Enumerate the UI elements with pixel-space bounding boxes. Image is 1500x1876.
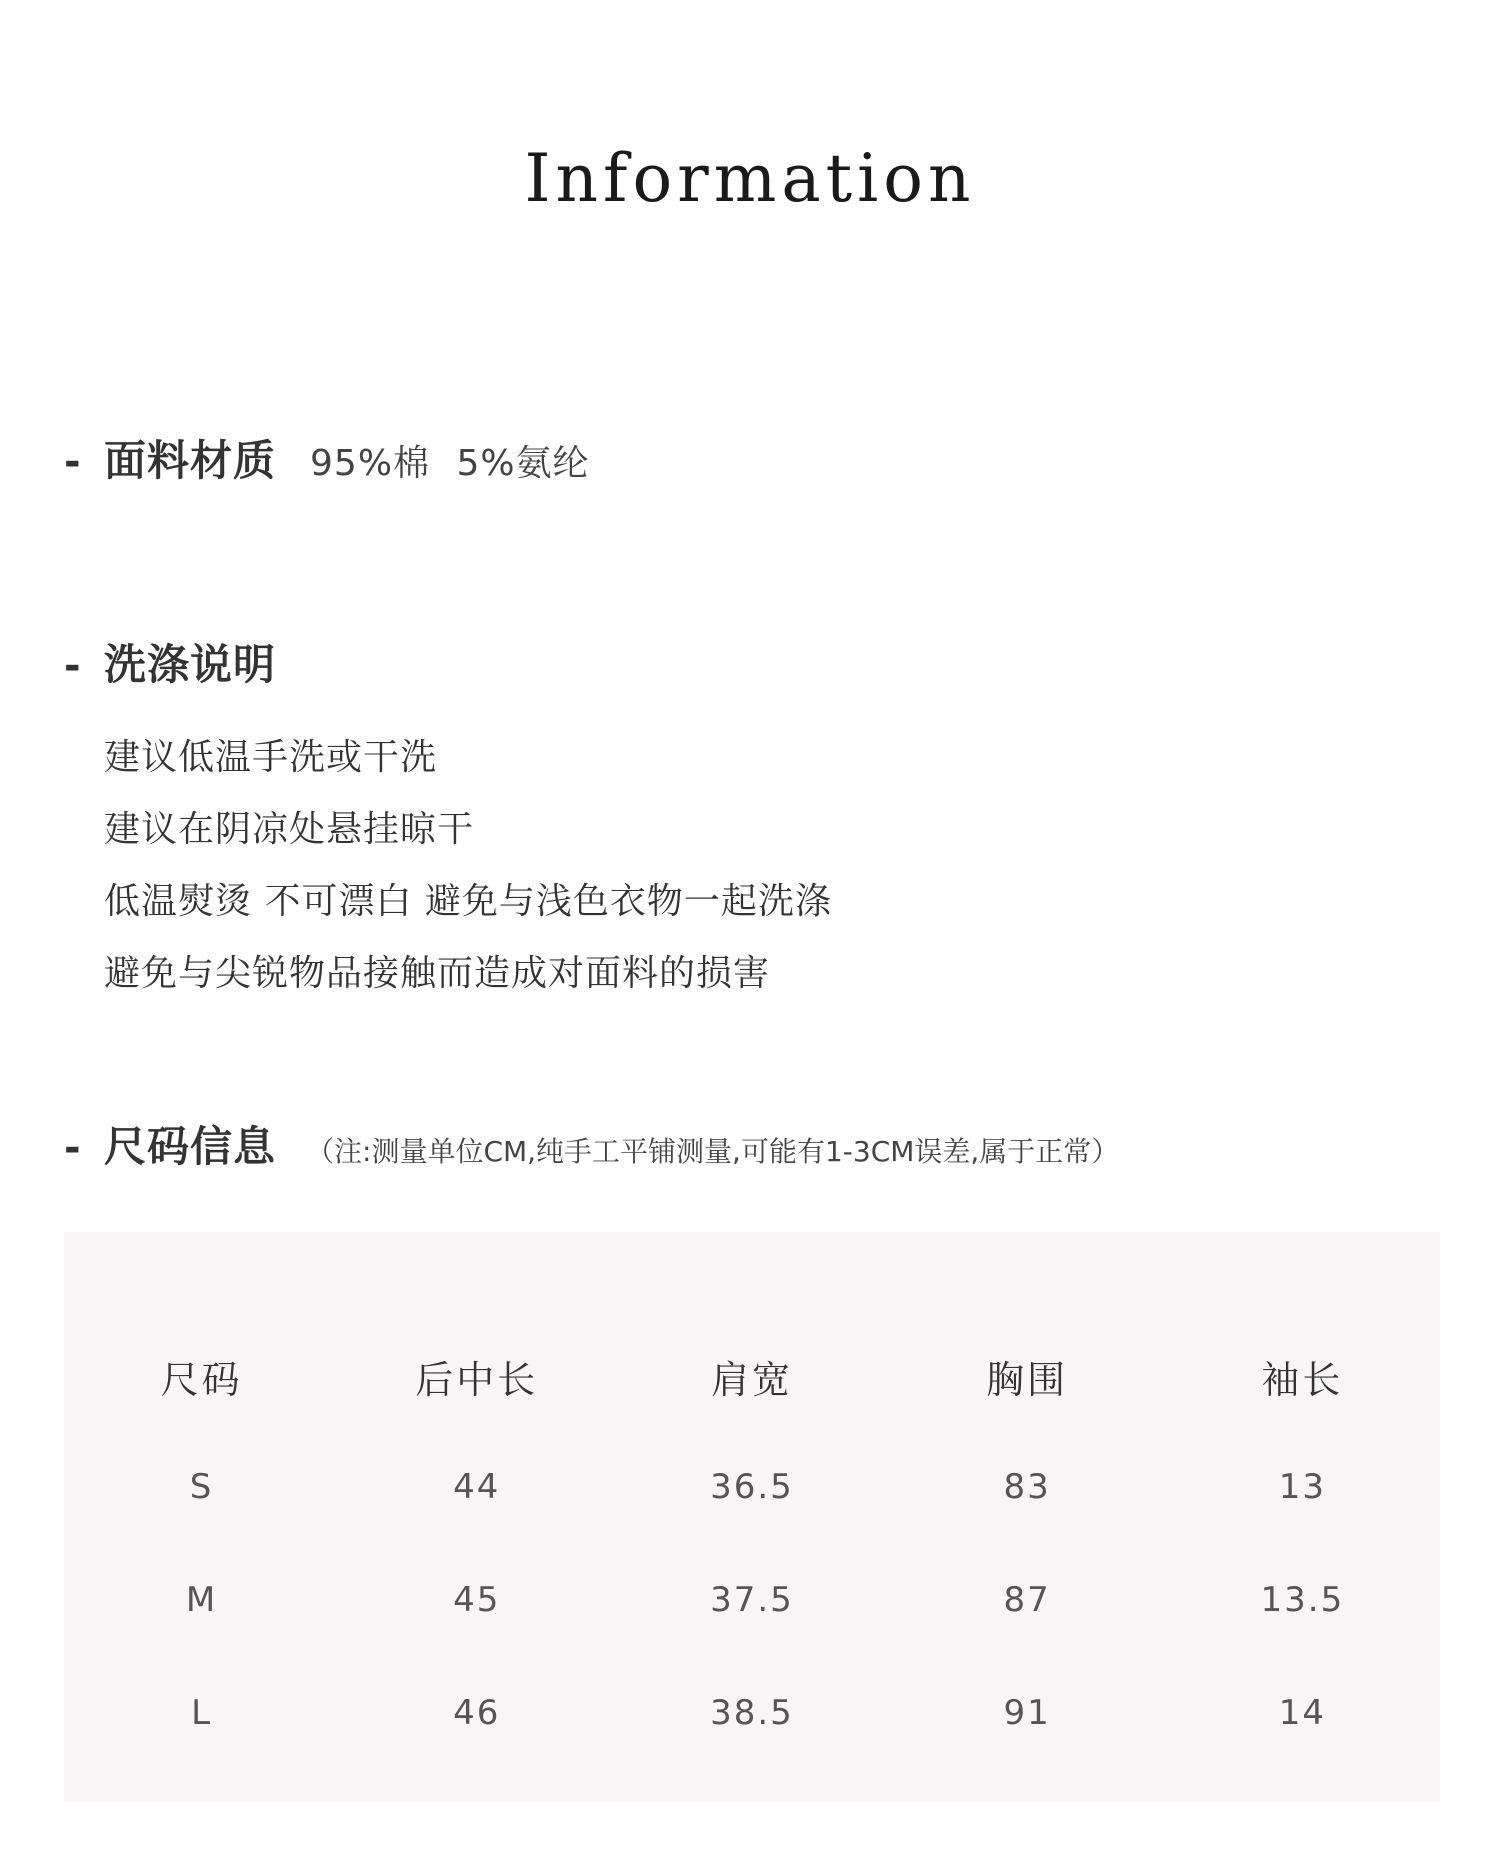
table-cell: 36.5 [710,1466,794,1507]
size-table [64,1232,1440,1769]
table-cell: 83 [1003,1466,1051,1507]
table-cell: 13.5 [1260,1579,1345,1620]
washing-line: 建议低温手洗或干洗 [104,737,438,778]
table-cell: L [191,1692,213,1733]
section-dash: - [64,1125,81,1171]
header-chest: 胸围 [986,1357,1069,1402]
table-cell: 46 [453,1692,501,1733]
size-info-label: 尺码信息 [104,1122,277,1171]
section-dash: - [64,643,81,689]
table-cell: 13 [1278,1466,1326,1507]
washing-line: 避免与尖锐物品接触而造成对面料的损害 [104,953,771,994]
header-size: 尺码 [160,1357,243,1402]
header-sleeve-length: 袖长 [1261,1357,1344,1402]
header-back-length: 后中长 [415,1357,539,1402]
table-cell: 87 [1003,1579,1051,1620]
table-cell: M [185,1579,218,1620]
header-shoulder-width: 肩宽 [710,1357,793,1402]
fabric-section [64,428,590,488]
washing-line: 建议在阴凉处悬挂晾干 [104,809,475,850]
table-cell: S [189,1466,214,1507]
washing-section [64,632,276,692]
fabric-value: 95%棉 5%氨纶 [310,443,590,484]
size-info-note: （注:测量单位CM,纯手工平铺测量,可能有1-3CM误差,属于正常） [306,1135,1120,1168]
table-cell: 38.5 [710,1692,794,1733]
page-title: Information [524,140,976,217]
table-cell: 37.5 [710,1579,794,1620]
washing-instructions [104,722,832,1010]
table-row [64,1430,1440,1543]
size-table-panel [64,1232,1440,1802]
table-cell: 91 [1003,1692,1051,1733]
table-row [64,1543,1440,1656]
table-cell: 45 [453,1579,501,1620]
fabric-label: 面料材质 [104,436,277,485]
table-header-row [64,1232,1440,1430]
washing-line: 低温熨烫 不可漂白 避免与浅色衣物一起洗涤 [104,881,832,922]
size-info-section [64,1114,1119,1174]
table-row [64,1656,1440,1769]
section-dash: - [64,439,81,485]
table-cell: 44 [453,1466,501,1507]
table-cell: 14 [1278,1692,1326,1733]
washing-label: 洗涤说明 [104,640,277,689]
